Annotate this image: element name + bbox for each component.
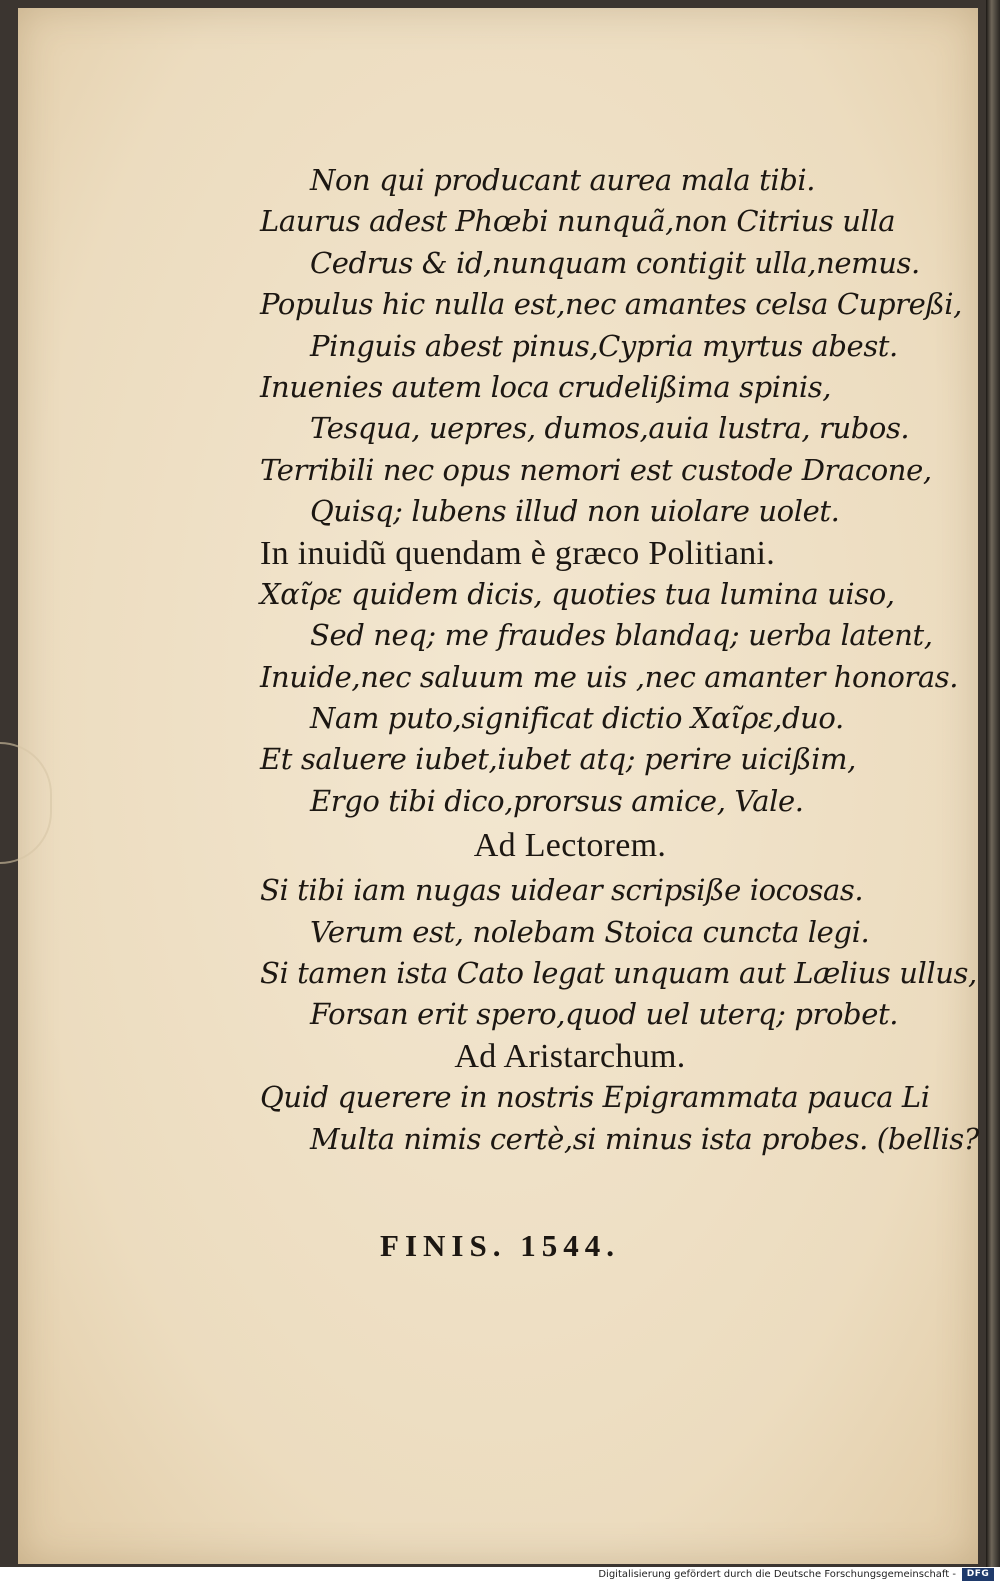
verse-line: Forsan erit spero,quod uel uterq; probet.	[310, 997, 899, 1032]
verse-line: Tesqua, uepres, dumos,auia lustra, rubos.	[310, 411, 910, 446]
page-text	[260, 160, 979, 1160]
verse-line: Cedrus & id,nunquam contigit ulla,nemus.	[310, 245, 920, 280]
verse-line: Terribili nec opus nemori est custode Dracone,	[260, 452, 932, 487]
book-spine-edge	[986, 0, 1000, 1567]
verse-line: Ergo tibi dico,prorsus amice, Vale.	[310, 783, 804, 818]
verse-line: Χαῖρε quidem dicis, quoties tua lumina uiso,	[260, 576, 895, 611]
verse-line: Verum est, nolebam Stoica cuncta legi.	[310, 914, 870, 949]
verse-line: Quid querere in nostris Epigrammata pauca Li	[260, 1080, 930, 1115]
verse-line: Multa nimis certè,si minus ista probes. (bellis?	[310, 1121, 979, 1156]
verse-line: Laurus adest Phœbi nunquã,non Citrius ulla	[260, 204, 896, 239]
verse-line: Non qui producant aurea mala tibi.	[310, 163, 816, 197]
verse-line: Sed neq; me fraudes blandaq; uerba latent,	[310, 618, 933, 653]
verse-line: Inuide,nec saluum me uis ,nec amanter honoras.	[260, 659, 959, 694]
footer-credit-text: Digitalisierung gefördert durch die Deutsche Forschungsgemeinschaft -	[598, 1569, 956, 1580]
verse-line: Populus hic nulla est,nec amantes celsa Cupreßi,	[260, 287, 962, 322]
verse-line: Quisq; lubens illud non uiolare uolet.	[310, 494, 840, 529]
dfg-logo-icon: DFG	[962, 1568, 994, 1581]
digitization-footer	[0, 1567, 1000, 1582]
finis-colophon: FINIS. 1544.	[380, 1228, 620, 1263]
verse-line: Nam puto,significat dictio Χαῖρε,duo.	[310, 701, 844, 736]
verse-line: Si tibi iam nugas uidear scripsiße iocosas.	[260, 873, 864, 908]
verse-line: Si tamen ista Cato legat unquam aut Lælius ullus,	[260, 956, 977, 991]
verse-line: Et saluere iubet,iubet atq; perire uicißim,	[260, 742, 856, 777]
section-heading-ad-aristarchum: Ad Aristarchum.	[454, 1037, 686, 1075]
verse-line: Inuenies autem loca crudelißima spinis,	[260, 369, 832, 404]
verse-line: Pinguis abest pinus,Cypria myrtus abest.	[310, 328, 898, 363]
section-heading-ad-lectorem: Ad Lectorem.	[473, 827, 667, 865]
section-heading-politiani: In inuidũ quendam è græco Politiani.	[260, 534, 776, 572]
